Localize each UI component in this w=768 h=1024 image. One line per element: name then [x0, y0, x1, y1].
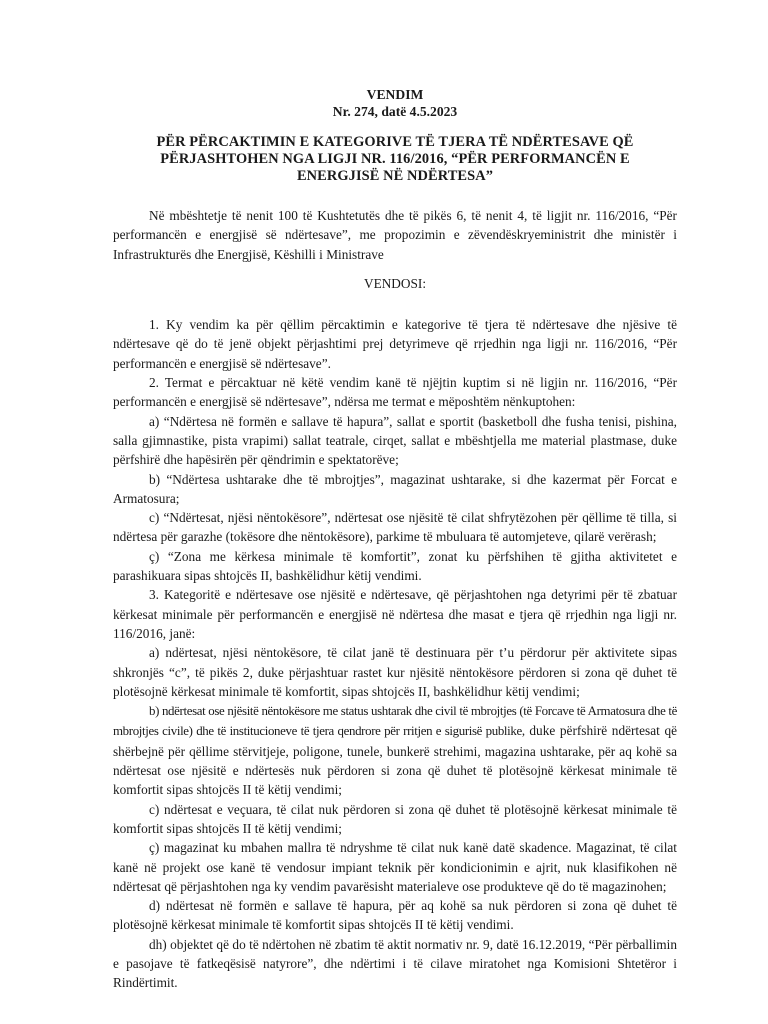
preamble: Në mbështetje të nenit 100 të Kushtetutës dhe të pikës 6, të nenit 4, të ligjit nr. 116/2016, “Për performancën e energjisë së ndërtesave”, me propozimin e zëvendëskryeministrit dhe ministër i Infrastrukturës dhe Energjisë, Këshilli i Ministrave — [113, 208, 677, 262]
paragraph-2c: c) “Ndërtesat, njësi nëntokësore”, ndërtesat ose njësitë të cilat shfrytëzohen për qëllime të tilla, si ndërtesa për garazhe (tokësore dhe nëntokësore), parkime të mbuluara të automjeteve, qilarë verërash; — [113, 510, 677, 545]
paragraph-2c-cedilla: ç) “Zona me kërkesa minimale të komfortit”, zonat ku përfshihen të gjitha aktivitetet e parashikuara sipas shtojcës II, bashkëlidhur këtij vendimi. — [113, 548, 677, 584]
title-line: ENERGJISË NË NDËRTESA” — [296, 168, 494, 184]
paragraph-3c-cedilla: ç) magazinat ku mbahen mallra të ndryshme të cilat nuk kanë datë skadence. Magazinat, të cilat kanë në projekt ose kanë të vendosur impiant teknik për kondicionimin e ajrit, nuk klasifikohen në ndërtesat që përjashtohen nga ky vendim pavarësisht materialeve ose produkteve që do të magazinohen; — [113, 840, 677, 894]
decides-heading: VENDOSI: — [363, 275, 427, 291]
paragraph-1: 1. Ky vendim ka për qëllim përcaktimin e kategorive të tjera të ndërtesave dhe njësive të ndërtesave që do të jenë objekt përjashtimi prej detyrimeve që rrjedhin nga ligji nr. 116/2016, “Për performancën e energjisë së ndërtesave”. — [113, 317, 677, 371]
paragraph-3dh: dh) objektet që do të ndërtohen në zbatim të aktit normativ nr. 9, datë 16.12.2019, “Për përballimin e pasojave të fatkeqësisë natyrore”, dhe ndërtimi i të cilave miratohet nga Komisioni Shtetëror i Rindërtimit. — [113, 936, 677, 991]
decision-title — [113, 134, 677, 185]
title-line: PËR PËRCAKTIMIN E KATEGORIVE TË TJERA TË NDËRTESAVE QË — [156, 134, 634, 150]
title-line: PËRJASHTOHEN NGA LIGJI NR. 116/2016, “PËR PERFORMANCËN E — [160, 151, 630, 167]
decision-number-date: Nr. 274, datë 4.5.2023 — [332, 104, 458, 119]
paragraph-2b: b) “Ndërtesa ushtarake dhe të mbrojtjes”, magazinat ushtarake, si dhe kazermat për Forcat e Armatosura; — [113, 471, 677, 506]
paragraph-3a: a) ndërtesat, njësi nëntokësore, të cilat janë të destinuara për t’u përdorur për aktivitete sipas shkronjës “c”, të pikës 2, duke përjashtuar rastet kur njësitë nëntokësore përdoren si zona që duhet të plotësojnë kërkesat minimale të komfortit, sipas shtojcës II, bashkëlidhur këtij vendimi; — [113, 645, 677, 699]
paragraph-2: 2. Termat e përcaktuar në këtë vendim kanë të njëjtin kuptim si në ligjin nr. 116/2016, “Për performancën e energjisë së ndërtesave”, ndërsa me termat e mëposhtëm nënkuptohen: — [113, 375, 677, 410]
paragraph-3c: c) ndërtesat e veçuara, të cilat nuk përdoren si zona që duhet të plotësojnë kërkesat minimale të komfortit sipas shtojcës II të këtij vendimi; — [113, 801, 677, 836]
document-type: VENDIM — [366, 87, 424, 102]
paragraph-3b-condensed: b) ndërtesat ose njësitë nëntokësore me status ushtarak dhe civil të mbrojtjes (të Forcave të Armatosura dhe të mbrojtjes civile) dhe të institucioneve të tjera qendrore për rritjen e sigurisë publike, — [113, 704, 677, 739]
paragraph-2a: a) “Ndërtesa në formën e sallave të hapura”, sallat e sportit (basketboll dhe fusha tenisi, pishina, salla gjimnastike, pista vrapimi) sallat teatrale, cirqet, sallat e mbështjella me material plastmase, duke përfshirë dhe hapësirën për qëndrimin e spektatorëve; — [113, 413, 677, 468]
paragraph-3d: d) ndërtesat në formën e sallave të hapura, për aq kohë sa nuk përdoren si zona që duhet të plotësojnë kërkesat minimale të komfortit sipas shtojcës II të këtij vendimi. — [113, 898, 677, 933]
paragraph-3b-rest: duke përfshirë ndërtesat që shërbejnë për qëllime stërvitjeje, poligone, tunele, bunkerë strehimi, magazina ushtarake, për aq kohë sa ndërtesat ose njësitë e ndërtesës nuk përdoren si zona që duhet të plotësojnë kërkesat minimale të komfortit sipas shtojcës II të këtij vendimi; — [113, 723, 677, 798]
paragraph-3b — [113, 701, 677, 799]
document-page — [113, 86, 677, 993]
paragraph-3: 3. Kategoritë e ndërtesave ose njësitë e ndërtesave, që përjashtohen nga detyrimi për të zbatuar kërkesat minimale për performancën e energjisë në ndërtesa dhe masat e tjera që rrjedhin nga ligji nr. 116/2016, janë: — [113, 587, 677, 641]
